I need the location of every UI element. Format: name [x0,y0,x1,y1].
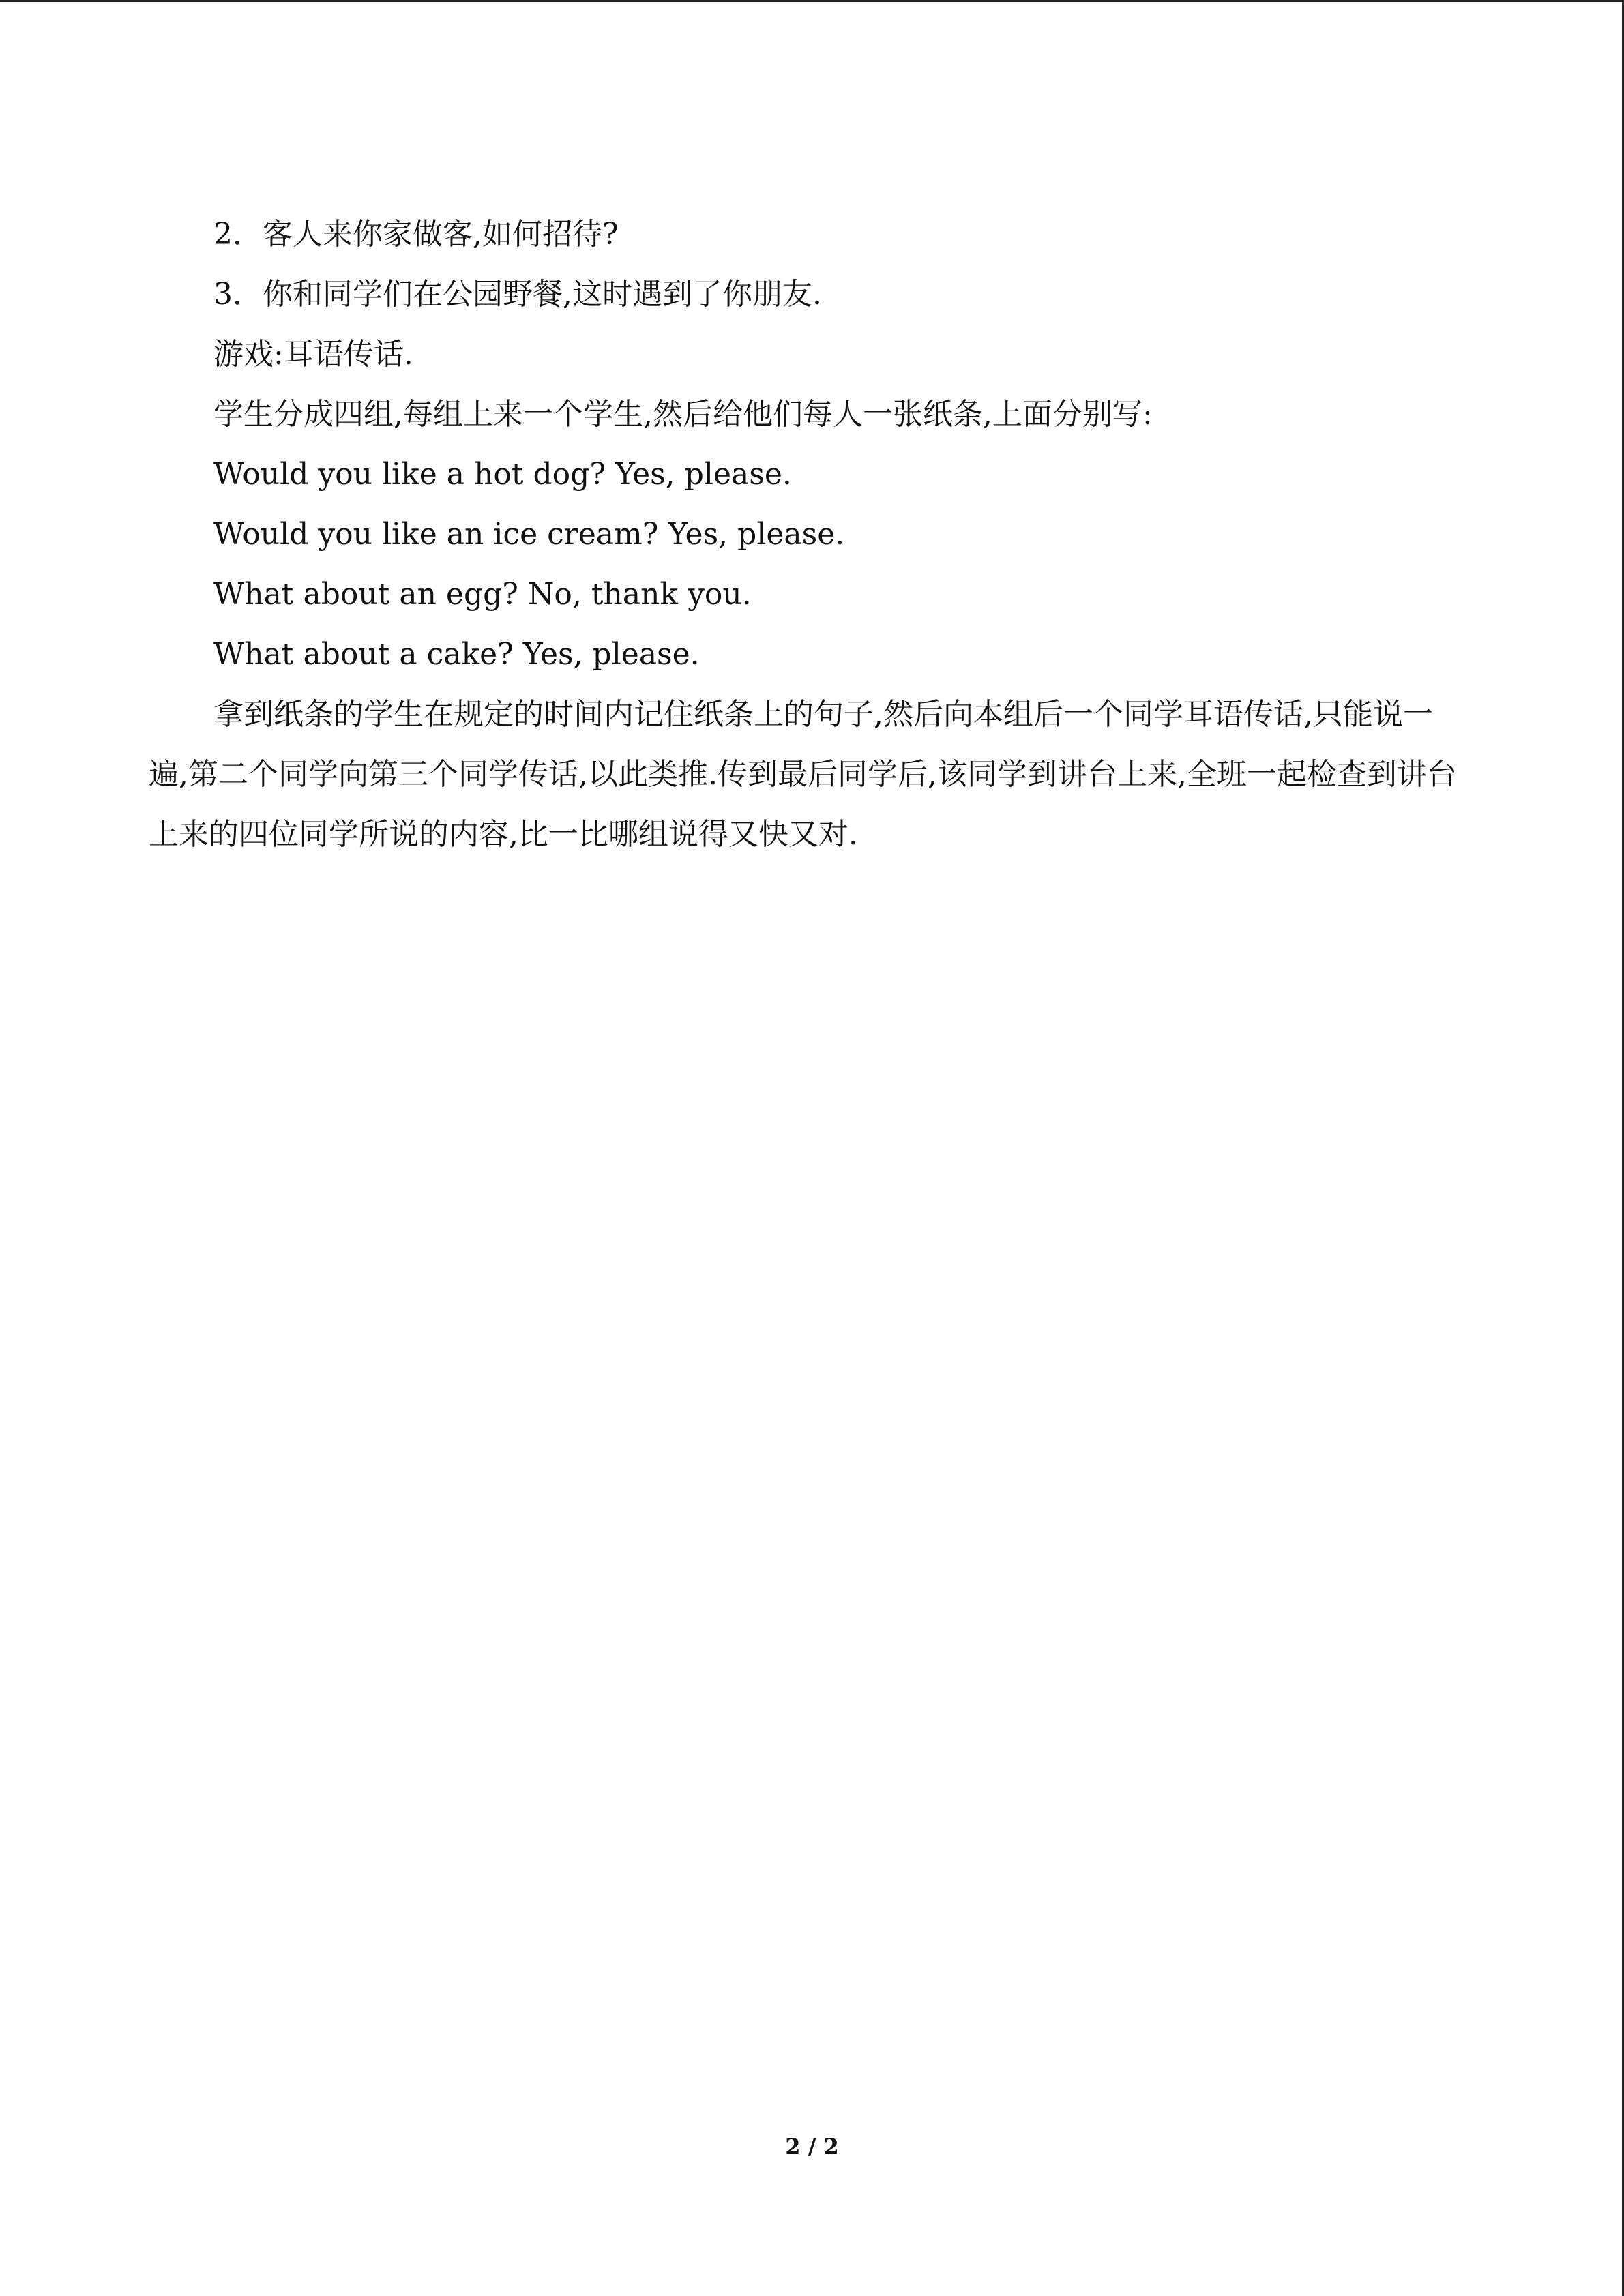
text-line-item-3: 3．你和同学们在公园野餐,这时遇到了你朋友. [213,277,822,312]
text-line-sentence-1: Would you like a hot dog? Yes, please. [213,457,792,492]
text-line-sentence-3: What about an egg? No, thank you. [213,577,752,612]
document-body [149,205,1472,865]
text-line-sentence-2: Would you like an ice cream? Yes, please. [213,517,845,552]
text-line-sentence-4: What about a cake? Yes, please. [213,637,700,672]
text-line-game-title: 游戏:耳语传话. [213,337,413,372]
text-line-instructions: 学生分成四组,每组上来一个学生,然后给他们每人一张纸条,上面分别写: [213,397,1153,432]
text-line-item-2: 2．客人来你家做客,如何招待? [213,217,619,252]
page-number: 2 / 2 [785,2134,839,2160]
text-paragraph-rules: 拿到纸条的学生在规定的时间内记住纸条上的句子,然后向本组后一个同学耳语传话,只能说一遍,第二个同学向第三个同学传话,以此类推.传到最后同学后,该同学到讲台上来,全班一起检查到讲台上来的四位同学所说的内容,比一比哪组说得又快又对. [149,697,1457,852]
